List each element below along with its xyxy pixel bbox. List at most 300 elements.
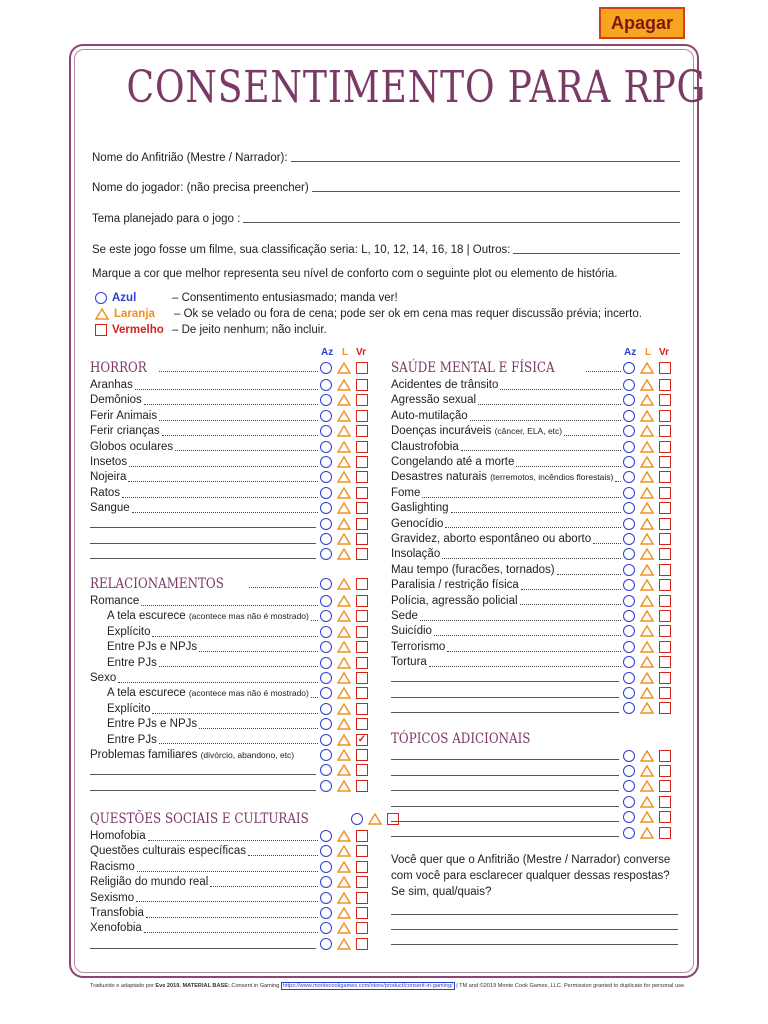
- blank-input-line[interactable]: [391, 712, 619, 713]
- orange-triangle-option[interactable]: [640, 750, 654, 762]
- red-square-option[interactable]: [356, 502, 368, 514]
- blue-circle-option[interactable]: [320, 441, 332, 453]
- blue-circle-option[interactable]: [320, 780, 332, 792]
- orange-triangle-option[interactable]: [337, 830, 351, 842]
- blue-circle-option[interactable]: [320, 672, 332, 684]
- red-square-option[interactable]: [356, 487, 368, 499]
- answer-line[interactable]: [391, 929, 678, 930]
- orange-triangle-option[interactable]: [337, 734, 351, 746]
- leader-dots: [162, 435, 318, 436]
- red-square-option[interactable]: [356, 533, 368, 545]
- topic-label: Sexismo: [90, 891, 135, 904]
- leader-dots: [129, 466, 318, 467]
- form-field: [92, 238, 680, 256]
- red-square-option[interactable]: [356, 718, 368, 730]
- topic-label: Racismo: [90, 860, 135, 873]
- topic-row: [391, 624, 671, 639]
- topic-row: [391, 408, 671, 423]
- orange-triangle-option[interactable]: [337, 641, 351, 653]
- rating-options: [623, 702, 671, 714]
- orange-triangle-option[interactable]: [640, 533, 654, 545]
- blank-input-line[interactable]: [90, 948, 316, 949]
- blank-input-line[interactable]: [391, 681, 619, 682]
- red-square-option[interactable]: [659, 441, 671, 453]
- red-square-option[interactable]: [659, 610, 671, 622]
- blue-circle-option[interactable]: [623, 533, 635, 545]
- orange-triangle-option[interactable]: [337, 518, 351, 530]
- red-square-option[interactable]: [659, 471, 671, 483]
- orange-triangle-option[interactable]: [337, 861, 351, 873]
- blue-circle-option[interactable]: [320, 922, 332, 934]
- blue-circle-option[interactable]: [623, 687, 635, 699]
- orange-triangle-option[interactable]: [337, 394, 351, 406]
- orange-triangle-option[interactable]: [640, 579, 654, 591]
- topic-label: Homofobia: [90, 830, 146, 843]
- topic-label: Terrorismo: [391, 640, 446, 653]
- answer-line[interactable]: [391, 944, 678, 945]
- red-square-option[interactable]: [659, 564, 671, 576]
- topic-row: [90, 890, 368, 905]
- topic-label: Ferir crianças: [90, 425, 160, 438]
- orange-triangle-option[interactable]: [337, 441, 351, 453]
- orange-triangle-option[interactable]: [337, 703, 351, 715]
- blue-circle-option[interactable]: [320, 876, 332, 888]
- blue-circle-option[interactable]: [320, 595, 332, 607]
- red-square-option[interactable]: [356, 410, 368, 422]
- rating-options: [320, 379, 368, 391]
- red-square-option[interactable]: [659, 765, 671, 777]
- leader-dots: [478, 404, 621, 405]
- blue-circle-option[interactable]: [623, 641, 635, 653]
- rating-options: [320, 922, 368, 934]
- orange-triangle-option[interactable]: [337, 362, 351, 374]
- blank-topic-row: [391, 685, 671, 700]
- orange-triangle-option[interactable]: [337, 749, 351, 761]
- question-text: Você quer que o Anfitrião (Mestre / Narrador) converse com você para esclarecer qualquer dessas respostas? Se sim, qual/quais?: [391, 854, 671, 898]
- red-square-option[interactable]: [659, 672, 671, 684]
- red-square-option[interactable]: [356, 362, 368, 374]
- red-square-option[interactable]: [356, 922, 368, 934]
- blue-circle-option[interactable]: [320, 456, 332, 468]
- red-square-option[interactable]: [356, 595, 368, 607]
- orange-triangle-option[interactable]: [337, 687, 351, 699]
- blue-circle-option[interactable]: [320, 687, 332, 699]
- blank-input-line[interactable]: [391, 806, 619, 807]
- orange-triangle-option[interactable]: [640, 687, 654, 699]
- red-square-option[interactable]: [659, 548, 671, 560]
- orange-triangle-option[interactable]: [640, 672, 654, 684]
- red-square-option[interactable]: [356, 456, 368, 468]
- blue-circle-option[interactable]: [320, 487, 332, 499]
- red-square-option[interactable]: [659, 487, 671, 499]
- red-square-option[interactable]: [659, 394, 671, 406]
- red-square-option[interactable]: [356, 518, 368, 530]
- rating-options: [623, 548, 671, 560]
- blue-circle-option[interactable]: [623, 811, 635, 823]
- orange-triangle-option[interactable]: [337, 938, 351, 950]
- orange-triangle-option[interactable]: [640, 548, 654, 560]
- red-square-option[interactable]: [659, 687, 671, 699]
- blue-circle-option[interactable]: [320, 548, 332, 560]
- field-input-line[interactable]: [291, 161, 680, 162]
- orange-triangle-option[interactable]: [640, 702, 654, 714]
- blank-topic-row: [391, 670, 671, 685]
- orange-triangle-option[interactable]: [337, 595, 351, 607]
- orange-triangle-option[interactable]: [640, 456, 654, 468]
- orange-triangle-option[interactable]: [640, 780, 654, 792]
- blue-circle-option[interactable]: [623, 579, 635, 591]
- red-square-option[interactable]: [356, 471, 368, 483]
- orange-triangle-option[interactable]: [640, 487, 654, 499]
- orange-triangle-option[interactable]: [337, 780, 351, 792]
- blank-topic-row: [90, 763, 368, 778]
- red-square-option[interactable]: [356, 780, 368, 792]
- blue-circle-option[interactable]: [623, 425, 635, 437]
- orange-triangle-option[interactable]: [337, 533, 351, 545]
- section-title: HORROR: [90, 359, 147, 376]
- col-header-l: L: [645, 347, 652, 358]
- rating-options: [623, 625, 671, 637]
- footer-base: MATERIAL BASE:: [182, 983, 230, 989]
- orange-triangle-option[interactable]: [640, 656, 654, 668]
- rating-options: [320, 764, 368, 776]
- orange-triangle-option[interactable]: [337, 764, 351, 776]
- rating-options: [320, 533, 368, 545]
- blank-input-line[interactable]: [90, 543, 316, 544]
- orange-triangle-option[interactable]: [337, 845, 351, 857]
- orange-triangle-option[interactable]: [337, 626, 351, 638]
- blank-input-line[interactable]: [391, 821, 619, 822]
- rating-options: [320, 610, 368, 622]
- red-square-option[interactable]: [356, 703, 368, 715]
- blue-circle-option[interactable]: [623, 564, 635, 576]
- orange-triangle-option[interactable]: [640, 441, 654, 453]
- blue-circle-option[interactable]: [320, 410, 332, 422]
- topic-row: [90, 470, 368, 485]
- orange-triangle-option[interactable]: [640, 796, 654, 808]
- rating-options: [623, 641, 671, 653]
- leader-dots: [159, 371, 318, 372]
- rating-options: [320, 749, 368, 761]
- red-square-option[interactable]: [356, 610, 368, 622]
- blank-input-line[interactable]: [391, 790, 619, 791]
- field-input-line[interactable]: [513, 253, 680, 254]
- blue-circle-option[interactable]: [320, 657, 332, 669]
- red-square-option[interactable]: [356, 626, 368, 638]
- red-square-option[interactable]: [659, 780, 671, 792]
- red-square-option[interactable]: [356, 907, 368, 919]
- red-square-option[interactable]: [659, 641, 671, 653]
- orange-triangle-option[interactable]: [640, 595, 654, 607]
- red-square-option[interactable]: [659, 425, 671, 437]
- blue-circle-option[interactable]: [351, 813, 363, 825]
- red-square-option[interactable]: [356, 394, 368, 406]
- blue-circle-option[interactable]: [623, 610, 635, 622]
- orange-triangle-option[interactable]: [337, 548, 351, 560]
- blank-topic-row: [391, 779, 671, 794]
- topic-row: [391, 485, 671, 500]
- blue-circle-option[interactable]: [320, 578, 332, 590]
- topic-label: Congelando até a morte: [391, 456, 515, 469]
- blue-circle-option[interactable]: [623, 780, 635, 792]
- orange-triangle-option[interactable]: [337, 672, 351, 684]
- blue-circle-option[interactable]: [320, 626, 332, 638]
- red-square-option[interactable]: [659, 811, 671, 823]
- red-square-option[interactable]: [659, 379, 671, 391]
- orange-triangle-option[interactable]: [337, 876, 351, 888]
- legend-name: Azul: [112, 291, 137, 304]
- blue-circle-option[interactable]: [320, 938, 332, 950]
- red-square-option[interactable]: [356, 830, 368, 842]
- red-square-option[interactable]: [356, 749, 368, 761]
- red-square-option[interactable]: [356, 379, 368, 391]
- orange-triangle-option[interactable]: [337, 487, 351, 499]
- blank-input-line[interactable]: [90, 527, 316, 528]
- red-square-option[interactable]: [659, 625, 671, 637]
- rating-options: [320, 578, 368, 590]
- orange-triangle-option[interactable]: [337, 410, 351, 422]
- red-square-option[interactable]: [356, 657, 368, 669]
- red-square-option[interactable]: [356, 764, 368, 776]
- red-square-option[interactable]: [659, 410, 671, 422]
- blue-circle-option[interactable]: [623, 394, 635, 406]
- apagar-button[interactable]: Apagar: [599, 7, 685, 39]
- leader-dots: [128, 481, 318, 482]
- blue-circle-option[interactable]: [623, 471, 635, 483]
- blue-circle-option[interactable]: [320, 518, 332, 530]
- red-square-option[interactable]: [356, 876, 368, 888]
- blue-circle-option[interactable]: [320, 533, 332, 545]
- blue-circle-option[interactable]: [320, 845, 332, 857]
- orange-triangle-option[interactable]: [640, 827, 654, 839]
- topic-row: [90, 905, 368, 920]
- topic-label: Polícia, agressão policial: [391, 594, 518, 607]
- blue-circle-option[interactable]: [320, 610, 332, 622]
- form-field: [92, 146, 680, 164]
- blue-circle-option[interactable]: [623, 796, 635, 808]
- orange-triangle-option[interactable]: [337, 578, 351, 590]
- blue-circle-option[interactable]: [320, 718, 332, 730]
- leader-dots: [615, 481, 621, 482]
- topic-row: [391, 531, 671, 546]
- section-header-row: [90, 811, 368, 826]
- rating-options: [623, 796, 671, 808]
- blue-circle-option[interactable]: [623, 595, 635, 607]
- blue-circle-option[interactable]: [320, 641, 332, 653]
- blue-circle-option[interactable]: [623, 827, 635, 839]
- blank-input-line[interactable]: [90, 558, 316, 559]
- rating-options: [320, 362, 368, 374]
- orange-triangle-option[interactable]: [337, 907, 351, 919]
- orange-triangle-option[interactable]: [640, 502, 654, 514]
- footer-author: Eve 2019.: [155, 983, 181, 989]
- red-square-option[interactable]: [356, 845, 368, 857]
- blue-circle-option[interactable]: [623, 456, 635, 468]
- topic-label: Sangue: [90, 502, 130, 515]
- blue-circle-option[interactable]: [623, 625, 635, 637]
- blue-circle-option[interactable]: [320, 471, 332, 483]
- topic-row: [107, 701, 368, 716]
- orange-triangle-option[interactable]: [640, 410, 654, 422]
- topic-row: [391, 424, 671, 439]
- legend-row: [95, 290, 398, 305]
- blue-circle-option[interactable]: [623, 362, 635, 374]
- field-label: Nome do jogador: (não precisa preencher): [92, 182, 309, 194]
- topic-row: [391, 470, 671, 485]
- topic-label: Mau tempo (furacões, tornados): [391, 563, 555, 576]
- topic-label: Entre PJs e NPJs: [107, 641, 198, 654]
- orange-triangle-option[interactable]: [640, 625, 654, 637]
- topic-row: [90, 439, 368, 454]
- field-input-line[interactable]: [312, 191, 680, 192]
- red-square-option[interactable]: [356, 861, 368, 873]
- blank-topic-row: [90, 547, 368, 562]
- orange-triangle-option[interactable]: [337, 379, 351, 391]
- blue-circle-option[interactable]: [320, 425, 332, 437]
- red-square-option[interactable]: [356, 892, 368, 904]
- blue-circle-option[interactable]: [320, 734, 332, 746]
- orange-triangle-option[interactable]: [640, 811, 654, 823]
- topic-label: Gaslighting: [391, 502, 449, 515]
- topic-label: Claustrofobia: [391, 440, 459, 453]
- orange-triangle-option[interactable]: [640, 610, 654, 622]
- section-title: SAÚDE MENTAL E FÍSICA: [391, 359, 555, 376]
- orange-triangle-option[interactable]: [640, 394, 654, 406]
- field-label: Nome do Anfitrião (Mestre / Narrador):: [92, 152, 288, 164]
- rating-options: [623, 410, 671, 422]
- red-square-option[interactable]: [659, 750, 671, 762]
- red-square-option[interactable]: [356, 734, 368, 746]
- red-square-option[interactable]: [356, 938, 368, 950]
- blue-circle-option[interactable]: [623, 379, 635, 391]
- blue-circle-option[interactable]: [320, 861, 332, 873]
- blue-circle-option[interactable]: [320, 764, 332, 776]
- topic-label: Fome: [391, 486, 421, 499]
- topic-label: Ferir Animais: [90, 409, 158, 422]
- red-square-option[interactable]: [356, 687, 368, 699]
- leader-dots: [564, 435, 621, 436]
- blank-input-line[interactable]: [391, 836, 619, 837]
- topic-label: Questões culturais específicas: [90, 845, 246, 858]
- rating-options: [623, 687, 671, 699]
- red-square-option[interactable]: [356, 441, 368, 453]
- blue-circle-option[interactable]: [623, 410, 635, 422]
- blue-circle-option[interactable]: [320, 394, 332, 406]
- rating-options: [320, 845, 368, 857]
- topic-label: Acidentes de trânsito: [391, 379, 499, 392]
- blue-circle-option[interactable]: [320, 362, 332, 374]
- blue-circle-option[interactable]: [623, 502, 635, 514]
- blank-input-line[interactable]: [90, 774, 316, 775]
- topic-row: [90, 859, 368, 874]
- blank-input-line[interactable]: [90, 790, 316, 791]
- red-square-option[interactable]: [659, 796, 671, 808]
- orange-triangle-option[interactable]: [640, 765, 654, 777]
- red-square-option[interactable]: [659, 362, 671, 374]
- blue-circle-option[interactable]: [623, 518, 635, 530]
- topic-row: [90, 377, 368, 392]
- red-square-option[interactable]: [659, 518, 671, 530]
- orange-triangle-option[interactable]: [337, 425, 351, 437]
- orange-triangle-option[interactable]: [640, 518, 654, 530]
- blue-circle-option[interactable]: [623, 750, 635, 762]
- red-square-option[interactable]: [356, 548, 368, 560]
- topic-row: [90, 670, 368, 685]
- leader-dots: [152, 636, 318, 637]
- topic-label: Sexo: [90, 672, 117, 685]
- section-title: TÓPICOS ADICIONAIS: [391, 731, 531, 747]
- blank-input-line[interactable]: [391, 759, 619, 760]
- red-square-option[interactable]: [356, 578, 368, 590]
- blank-input-line[interactable]: [391, 775, 619, 776]
- blue-circle-option[interactable]: [320, 907, 332, 919]
- blank-input-line[interactable]: [391, 697, 619, 698]
- blue-circle-option[interactable]: [320, 749, 332, 761]
- footer-link[interactable]: https://www.montecookgames.com/store/product/consent-in-gaming/: [282, 983, 453, 989]
- orange-triangle-option[interactable]: [337, 456, 351, 468]
- answer-line[interactable]: [391, 914, 678, 915]
- red-square-option[interactable]: [659, 579, 671, 591]
- red-square-option[interactable]: [659, 702, 671, 714]
- orange-triangle-option[interactable]: [337, 892, 351, 904]
- orange-triangle-option[interactable]: [337, 718, 351, 730]
- red-square-option[interactable]: [659, 456, 671, 468]
- orange-triangle-option[interactable]: [337, 922, 351, 934]
- orange-triangle-option[interactable]: [640, 379, 654, 391]
- red-square-option[interactable]: [659, 502, 671, 514]
- red-square-option[interactable]: [356, 641, 368, 653]
- leader-dots: [420, 620, 621, 621]
- orange-triangle-option[interactable]: [640, 362, 654, 374]
- blue-circle-option[interactable]: [320, 502, 332, 514]
- blue-circle-option[interactable]: [623, 487, 635, 499]
- leader-dots: [434, 635, 621, 636]
- orange-triangle-option[interactable]: [337, 657, 351, 669]
- blue-circle-option[interactable]: [623, 672, 635, 684]
- footer-prefix: Traduzido e adaptado por: [90, 983, 154, 989]
- blue-circle-option[interactable]: [320, 379, 332, 391]
- orange-triangle-option[interactable]: [640, 471, 654, 483]
- rating-options: [320, 441, 368, 453]
- topic-row: [107, 624, 368, 639]
- red-square-option[interactable]: [659, 827, 671, 839]
- legend-desc: – De jeito nenhum; não incluir.: [172, 323, 327, 336]
- blue-circle-option[interactable]: [623, 656, 635, 668]
- blue-circle-option[interactable]: [623, 441, 635, 453]
- red-square-option[interactable]: [356, 672, 368, 684]
- orange-triangle-option[interactable]: [337, 471, 351, 483]
- orange-triangle-option[interactable]: [640, 425, 654, 437]
- red-square-option[interactable]: [356, 425, 368, 437]
- rating-options: [623, 564, 671, 576]
- blank-topic-row: [391, 794, 671, 809]
- orange-triangle-option[interactable]: [368, 813, 382, 825]
- red-square-option[interactable]: [659, 595, 671, 607]
- orange-triangle-option[interactable]: [640, 641, 654, 653]
- blue-circle-option[interactable]: [623, 765, 635, 777]
- blue-circle-option[interactable]: [320, 892, 332, 904]
- red-square-option[interactable]: [659, 533, 671, 545]
- orange-triangle-option[interactable]: [337, 502, 351, 514]
- blue-circle-option[interactable]: [623, 548, 635, 560]
- orange-triangle-option[interactable]: [640, 564, 654, 576]
- red-square-option[interactable]: [659, 656, 671, 668]
- blue-circle-option[interactable]: [320, 703, 332, 715]
- blue-circle-option[interactable]: [320, 830, 332, 842]
- field-input-line[interactable]: [243, 222, 680, 223]
- orange-triangle-option[interactable]: [337, 610, 351, 622]
- blue-circle-option[interactable]: [623, 702, 635, 714]
